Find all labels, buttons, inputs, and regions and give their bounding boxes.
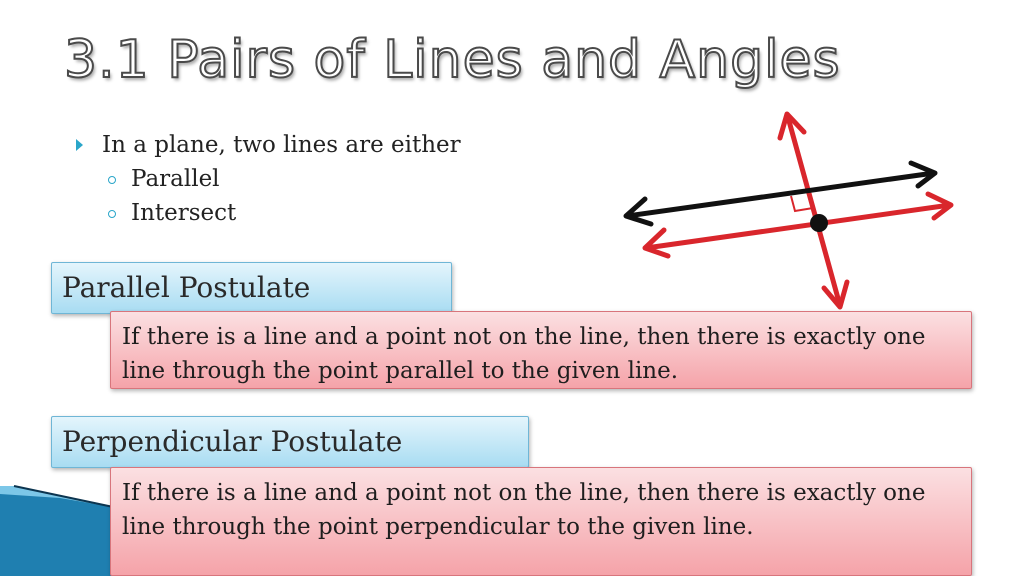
corner-wave-decoration [0, 470, 120, 576]
circle-bullet-icon [108, 176, 116, 184]
lines-figure [600, 100, 970, 315]
heading-text: Perpendicular Postulate [62, 425, 403, 458]
circle-bullet-icon [108, 210, 116, 218]
perpendicular-postulate-statement [110, 467, 972, 576]
parallel-postulate-statement [110, 311, 972, 389]
parallel-line [645, 194, 951, 256]
sub-bullet-intersect [72, 196, 461, 230]
parallel-postulate-heading [51, 262, 452, 314]
statement-text: If there is a line and a point not on the line, then there is exactly one line through the point parallel to the given line. [122, 324, 926, 384]
perpendicular-postulate-heading [51, 416, 529, 468]
sub-bullet-text: Intersect [131, 200, 237, 226]
point-dot-icon [810, 214, 828, 232]
heading-text: Parallel Postulate [62, 271, 311, 304]
sub-bullet-parallel [72, 162, 461, 196]
triangle-bullet-icon [76, 139, 83, 151]
slide-title: 3.1 Pairs of Lines and Angles [64, 30, 841, 90]
perpendicular-line [780, 114, 847, 307]
sub-bullet-text: Parallel [131, 166, 220, 192]
statement-text: If there is a line and a point not on the line, then there is exactly one line through the point perpendicular to the given line. [122, 480, 926, 540]
bullet-list [72, 128, 461, 230]
bullet-item [72, 128, 461, 162]
bullet-text: In a plane, two lines are either [102, 132, 461, 158]
